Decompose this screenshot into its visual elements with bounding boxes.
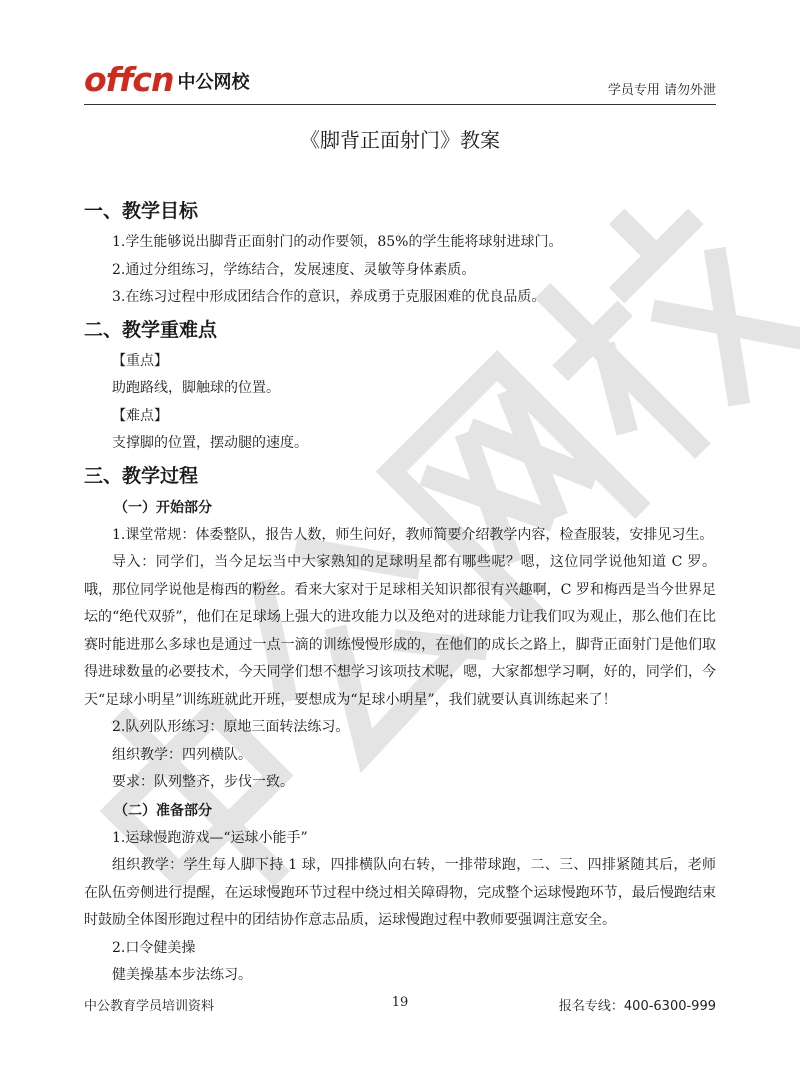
- page-header: [84, 58, 716, 105]
- footer-source: 中公教育学员培训资料: [84, 999, 215, 1014]
- paragraph: 导入：同学们，当今足坛当中大家熟知的足球明星都有哪些呢？嗯，这位同学说他知道 C 罗。哦，那位同学说他是梅西的粉丝。看来大家对于足球相关知识都很有兴趣啊，C 罗和梅西是当今世界足坛的“绝代双骄”，他们在足球场上强大的进攻能力以及绝对的进球能力让我们叹为观止，那么他们在比赛时能进那么多球也是通过一点一滴的训练慢慢形成的，在他们的成长之路上，脚背正面射门是他们取得进球数量的必要技术，今天同学们想不想学习该项技术呢，嗯，大家都想学习啊，好的，同学们，今天“足球小明星”训练班就此开班，要想成为“足球小明星”，我们就要认真训练起来了！: [84, 554, 716, 708]
- paragraph: 1.课堂常规：体委整队，报告人数，师生问好，教师简要介绍教学内容，检查服装，安排见习生。: [112, 526, 714, 543]
- paragraph: 3.在练习过程中形成团结合作的意识，养成勇于克服困难的优良品质。: [112, 289, 546, 305]
- logo-name: 中公网校: [177, 72, 250, 93]
- section-heading-key-points: 二、教学重难点: [84, 318, 218, 341]
- paragraph: 1.运球慢跑游戏—“运球小能手”: [112, 829, 308, 846]
- key-point-label: 【重点】: [112, 352, 168, 369]
- paragraph: 健美操基本步法练习。: [112, 967, 252, 983]
- difficulty-label: 【难点】: [112, 407, 168, 424]
- section-heading-process: 三、教学过程: [84, 464, 199, 487]
- page-footer: [84, 995, 716, 1017]
- subsection-heading-start: （一）开始部分: [114, 499, 212, 516]
- page-number: 19: [391, 995, 409, 1010]
- document-body: [84, 124, 716, 990]
- paragraph: 要求：队列整齐，步伐一致。: [112, 774, 294, 790]
- subsection-heading-prep: （二）准备部分: [114, 802, 212, 819]
- footer-hotline: 报名专线：400-6300-999: [558, 999, 716, 1014]
- paragraph: 支撑脚的位置，摆动腿的速度。: [112, 435, 308, 451]
- page-title: 《脚背正面射门》教案: [300, 128, 500, 152]
- paragraph: 组织教学：学生每人脚下持 1 球，四排横队向右转，一排带球跑，二、三、四排紧随其后，老师在队伍旁侧进行提醒，在运球慢跑环节过程中绕过相关障碍物，完成整个运球慢跑环节，最后慢跑结束时鼓励全体图形跑过程中的团结协作意志品质，运球慢跑过程中教师要强调注意安全。: [84, 857, 716, 928]
- paragraph: 1.学生能够说出脚背正面射门的动作要领，85%的学生能将球射进球门。: [112, 234, 563, 250]
- paragraph: 2.通过分组练习，学练结合，发展速度、灵敏等身体素质。: [112, 261, 476, 278]
- header-notice: 学员专用 请勿外泄: [607, 83, 716, 98]
- paragraph: 2.口令健美操: [112, 939, 196, 956]
- paragraph: 2.队列队形练习：原地三面转法练习。: [112, 719, 350, 735]
- section-heading-objectives: 一、教学目标: [84, 200, 199, 222]
- logo-brand: offcn: [84, 60, 174, 99]
- paragraph: 助跑路线，脚触球的位置。: [112, 380, 280, 396]
- paragraph: 组织教学：四列横队。: [112, 746, 252, 763]
- offcn-logo: [84, 58, 249, 98]
